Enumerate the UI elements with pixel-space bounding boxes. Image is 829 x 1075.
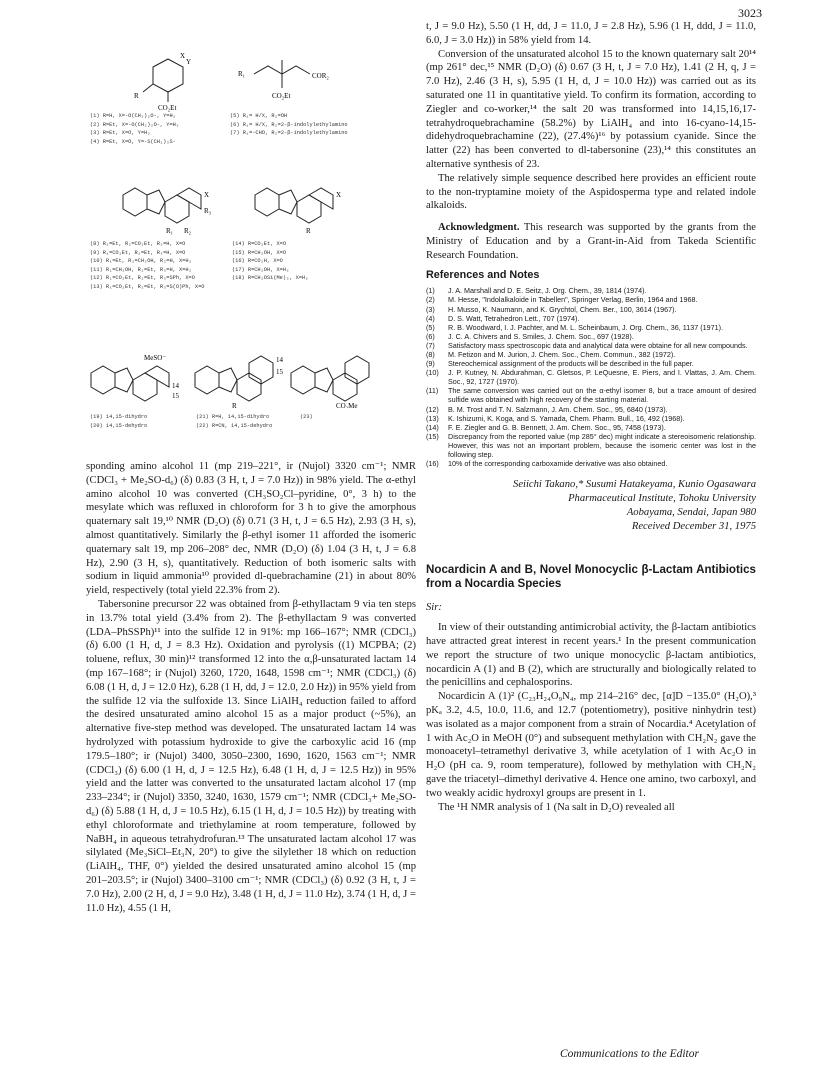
reference-item: (15) Discrepancy from the reported value (mp 285° dec) might indicate a stereoisomeric relationship. However, this was not an important problem, because the isomeric center was lost in the following step. [426,431,756,460]
caption: (15) R=CH₂OH, X=O [232,249,287,256]
structure-row1-left [118,52,208,112]
paragraph: The relatively simple sequence described here provides an efficient route to the non-tryptamine moiety of the Aspidosperma type and related indole alkaloids. [426,172,756,212]
label-co2me: CO₂Me [336,402,358,408]
caption: (5) R₁= H/X, R₂=OH [230,113,288,119]
affiliation: Pharmaceutical Institute, Tohoku University [568,493,756,505]
reference-item: (7) Satisfactory mass spectroscopic data and analytical data were obtaine for all new compounds. [426,340,748,350]
received-date: Received December 31, 1975 [631,520,756,532]
captions-23 [300,413,313,422]
left-column-body [86,460,416,915]
caption: (13) R₁=CO₂Et, R₂=Et, R₃=S(O)Ph, X=O [90,283,205,290]
references-heading: References and Notes [426,268,540,281]
reference-item: (13) K. Ishizumi, K. Koga, and S. Yamada, Chem. Pharm. Bull., 16, 492 (1968). [426,413,685,423]
paragraph: The ¹H NMR analysis of 1 (Na salt in D₂O) revealed all [438,801,675,813]
caption: (21) R=H, 14,15-dihydro [196,414,270,420]
structure-row2-left [118,175,228,235]
caption: (20) 14,15-dehydro [90,422,148,429]
reference-item: (8) M. Fetizon and M. Jurion, J. Chem. Soc., Chem. Commun., 382 (1972). [426,350,676,359]
reference-item: (3) H. Musso, K. Naumann, and K. Grychtol, Chem. Ber., 100, 3614 (1967). [426,304,677,314]
caption: (19) 14,15-dihydro [90,414,148,420]
right-column [426,20,756,814]
reference-item: (10) J. P. Kutney, N. Abdurahman, C. Gletsos, P. LeQuesne, E. Piers, and I. Vlattas, J. Am. Chem. Soc., 92, 1727 (1970). [426,368,756,387]
label-r2: R₂ [184,227,192,235]
label-co2et: CO₂Et [158,104,177,112]
page-number: 3023 [738,6,762,20]
caption: (4) R=Et, X=O, Y=-S(CH₂)₃S- [90,138,176,145]
label-r1: R₁ [238,70,246,78]
address: Aobayama, Sendai, Japan 980 [626,506,756,518]
caption: (1) R=H, X=-O(CH₂)₂O-, Y=H₂ [90,113,176,119]
label-r3: R₃ [204,207,212,215]
structure-19 [86,348,196,408]
caption: (17) R=CH₂OH, X=H₂ [232,266,290,273]
caption: (3) R=Et, X=O, Y=H₂ [90,130,151,137]
label-r: R [232,402,237,408]
caption: (22) R=CN, 14,15-dehydro [196,422,273,429]
caption: (12) R₁=CO₂Et, R₂=Et, R₃=SPh, X=O [90,275,195,282]
paragraph: Conversion of the unsaturated alcohol 15 to the known quaternary salt 20¹⁴ (mp 261° dec,¹⁵ NMR (D₂O) (δ) 0.67 (3 H, t, J = 7.0 Hz), 1.41 (2 H, q, J = 7.0 Hz), 2.46 (3 H, s), 5.95 (1 H, d, J = 10.0 Hz)) was carried out as its saturated one 11 in quantitative yield. To confirm its formation, according to Ziegler and co-worker,¹⁴ the salt 20 was transformed into 14,15,16,17-tetrahydroquebrachamine (58.2%) by LiAlH₄ and into 16-cyano-14,15-didehydroquebrachamine (22), (27.4%)¹⁶ by potassium cyanide. Since the latter (22) has been converted to dl-tabersonine (23),¹⁴ this constitutes an alternative synthesis of 23. [426,48,756,170]
structure-21-22 [190,348,290,408]
label-15: 15 [276,368,283,376]
structure-row2-right [250,175,360,235]
caption: (10) R₁=Et, R₂=CH₂OH, R₃=H, X=H₂ [90,258,192,265]
references-list [426,286,756,468]
caption: (14) R=CO₂Et, X=O [232,241,287,247]
author-names: Seiichi Takano,* Susumi Hatakeyama, Kunio Ogasawara [513,479,756,491]
label-15: 15 [172,392,179,400]
label-meso: MeSO⁻ [144,354,166,362]
reference-item: (2) M. Hesse, "Indolalkaloide in Tabellen", Springer Verlag, Berlin, 1964 and 1968. [426,295,698,305]
paragraph: Tabersonine precursor 22 was obtained from β-ethyllactam 9 via ten steps in 13.7% total yield (3.4% from 2). The β-ethyllactam 9 was converted (LDA–PhSSPh)¹¹ into the sulfide 12 in 91%: mp 166–167°; NMR (CDCl₃) (δ) 6.00 (1 H, d, J = 8.3 Hz). Oxidation and pyrolysis ((1) MCPBA; (2) toluene, reflux, 30 min)¹² transformed 12 into the α,β-unsaturated lactam 14 (mp 167–168°; ir (Nujol) 3260, 1720, 1648, 1598 cm⁻¹; NMR (CDCl₃) (δ) 6.08 (1 H, d, J = 12.0 Hz), 6.28 (1 H, dd, J = 12.0, 2.0 Hz)) in 95% yield from the sulfide 12 via the sulfoxide 13. Since LiAlH₄ reduction failed to afford the desired unsaturated amino alcohol 15 as a major product (~5%), an alternative five-step method was developed. The unsaturated lactam 14 was hydrolyzed with potassium hydroxide to give the carboxylic acid 16 (mp 179.5–180°; ir (Nujol) 3400, 3050–2300, 1690, 1620, 1563 cm⁻¹; NMR (CDCl₃) (δ) 6.00 (1 H, d, J = 12.5 Hz), 6.48 (1 H, d, J = 12.5 Hz)) in 95% yield and the latter was converted to the unsaturated lactam alcohol 17 (mp 233–234°; ir (Nujol) 3350, 3240, 1630, 1579 cm⁻¹; NMR (CDCl₃+ Me₂SO-d₆) (δ) 5.88 (1 H, d, J = 10.5 Hz), 6.15 (1 H, d, J = 10.5 Hz)) by treating with ethyl chloroformate and triethylamine at room temperature, followed by NaBH₄ in aqueous tetrahydrofuran.¹³ The unsaturated lactam alcohol 17 was silylated (Me₃SiCl–Et₃N, 20°) to give the silylether 18 which on reduction (LiAlH₄, THF, 0°) yielded the desired unsaturated amino alcohol 15 (mp 201–203.5°; ir (Nujol) 3400–3100 cm⁻¹; NMR (CDCl₃) (δ) 0.92 (3 H, t, J = 7.0 Hz), 2.00 (2 H, d, J = 9.0 Hz), 3.48 (1 H, d, J = 11.0 Hz), 3.74 (1 H, d, J = 11.0 Hz), 4.55 (1 H, [86,598,417,914]
label-x: X [180,52,186,60]
reference-item: (11) The same conversion was carried out on the α-ethyl isomer 8, but a trace amount of desired sulfide was obtained with high recovery of the starting material. [426,386,756,405]
captions-row2-left [90,240,204,292]
salutation: Sir: [426,602,442,614]
acknowledgment-label: Acknowledgment. [438,222,520,234]
reference-item: (6) J. C. A. Chivers and S. Smiles, J. Chem. Soc., 697 (1928). [426,331,634,341]
caption: (7) R₁=-CHO, R₂=2-β-indolylethylamino [230,130,348,137]
caption: (23) [300,414,313,420]
structure-row1-right [236,52,336,112]
caption: (11) R₁=CH₂OH, R₂=Et, R₃=H, X=H₂ [90,266,192,273]
reference-item: (12) B. M. Trost and T. N. Salzmann, J. Am. Chem. Soc., 95, 6840 (1973). [426,404,668,414]
captions-row1-left [90,112,179,146]
structure-23 [286,348,386,408]
label-y: Y [186,58,192,66]
caption: (2) R=Et, X=-O(CH₂)₂O-, Y=H₂ [90,121,180,128]
label-x: X [204,191,210,199]
paragraph: Nocardicin A (1)² (C₂₃H₂₄O₉N₄, mp 214–216° dec, [α]D −135.0° (H₂O),³ pKₐ 3.2, 4.5, 10.0, 11.6, and 12.7 (potentiometry), positive ninhydrin test) was isolated as a major component from a strain of Nocardia.⁴ Acetylation of 1 with Ac₂O in MeOH (0°) and subsequent methylation with CH₂N₂ gave the monoacetyl–tetramethyl derivative 3, while acetylation of 1 with Ac₂O in H₂O (pH ca. 9, room temperature), followed by methylation with CH₂N₂ gave the triacetyl–dimethyl derivative 4. Hence one amino, two carboxyl, and two weakly acidic hydroxyl groups are present in 1. [426,691,756,799]
caption: (6) R₁= H/X, R₂=2-β-indolylethylamino [230,121,348,128]
label-14: 14 [172,382,179,390]
captions-row2-right [232,240,308,283]
acknowledgment [426,221,756,262]
paragraph: In view of their outstanding antimicrobial activity, the β-lactam antibiotics have attracted great interest in recent years.¹ In the present communication we report the structure of two unique monocyclic β-lactam antibiotics, nocardicin A (1) and B (2), which are structurally and biologically related to the penicillins and cephalosporins. [426,622,756,689]
reference-item: (14) F. E. Ziegler and G. B. Bennett, J. Am. Chem. Soc., 95, 7458 (1973). [426,422,666,432]
reference-item: (9) Stereochemical assignment of the products will be described in the full paper. [426,359,694,369]
label-co2et: CO₂Et [272,92,291,100]
label-cor2: COR₂ [312,72,329,80]
label-r: R [134,92,139,100]
label-r: R [306,227,311,235]
caption: (8) R₁=Et, R₂=CO₂Et, R₃=H, X=O [90,241,186,247]
reference-item: (1) J. A. Marshall and D. E. Seitz, J. Org. Chem., 39, 1814 (1974). [426,286,647,296]
article-title: Nocardicin A and B, Novel Monocyclic β-Lactam Antibiotics from a Nocardia Species [426,563,756,591]
reference-item: (5) R. B. Woodward, I. J. Pachter, and M. L. Scheinbaum, J. Org. Chem., 36, 1137 (1971). [426,322,723,332]
journal-section-footer: Communications to the Editor [560,1048,699,1060]
label-x: X [336,191,342,199]
captions-row1-right [230,112,348,138]
paragraph: t, J = 9.0 Hz), 5.50 (1 H, dd, J = 11.0, J = 2.8 Hz), 5.96 (1 H, ddd, J = 11.0, 6.0, J = 3.0 Hz)) in 58% yield from 14. [426,21,756,46]
reference-item: (16) 10% of the corresponding carboxamide derivative was also obtained. [426,459,668,469]
caption: (9) R₁=CO₂Et, R₂=Et, R₃=H, X=O [90,249,186,256]
label-14: 14 [276,356,283,364]
caption: (18) R=CH₂OSi(Me)₃, X=H₂ [232,275,309,282]
captions-19-20 [90,413,147,430]
label-r1: R₁ [166,227,174,235]
captions-21-22 [196,413,272,430]
author-block [426,478,756,533]
reference-item: (4) D. S. Watt, Tetrahedron Lett., 707 (1974). [426,313,580,323]
paragraph: sponding amino alcohol 11 (mp 219–221°, ir (Nujol) 3320 cm⁻¹; NMR (CDCl₃ + Me₂SO-d₆) (δ) 0.83 (3 H, t, J = 7.0 Hz)) in 98% yield. The α-ethyl amino alcohol 10 was converted (CH₃SO₂Cl–pyridine, 0°, 3 h) to the mesylate which was refluxed in chloroform for 3 h to give the amorphous quaternary salt 19,¹⁰ NMR (D₂O) (δ) 0.71 (3 H, t, J = 6.5 Hz), 2.93 (3 H, s), almost quantitatively. Similarly the β-ethyl isomer 11 afforded the isomeric quaternary salt 19, mp 206–208° dec, NMR (D₂O) (δ) 1.04 (3 H, t, J = 6.8 Hz), 2.90 (3 H, s), quantitatively. Reduction of both isomeric salts with sodium in liquid ammonia¹⁰ provided dl-quebrachamine (21) in about 80% yield, respectively (total yield 22.3% from 2). [86,461,416,597]
acknowledgment-text: This research was supported by the grants from the Ministry of Education and by a Grant-in-Aid from Takeda Scientific Research Foundation. [426,222,756,261]
caption: (16) R=CO₂H, X=O [232,258,283,265]
